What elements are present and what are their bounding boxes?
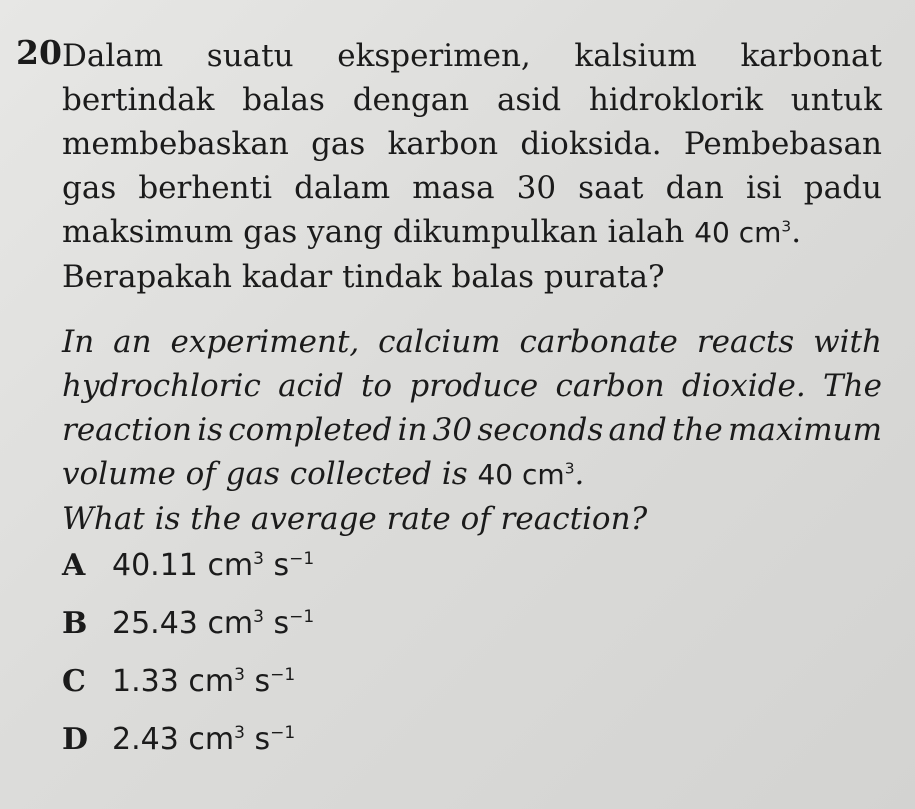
volume-value bbox=[694, 216, 791, 249]
word: Dalam bbox=[62, 38, 164, 74]
malay-question-text bbox=[62, 34, 882, 299]
word: berhenti bbox=[138, 170, 272, 206]
word: maximum bbox=[727, 412, 882, 448]
word: untuk bbox=[790, 82, 882, 118]
option-unit: cm bbox=[188, 722, 235, 757]
volume-exponent: 3 bbox=[564, 459, 575, 478]
word: isi bbox=[745, 170, 782, 206]
volume-exponent: 3 bbox=[781, 217, 792, 236]
word: bertindak bbox=[62, 82, 215, 118]
word: dioksida. bbox=[520, 126, 662, 162]
volume-value bbox=[477, 458, 574, 491]
word: dioxide. bbox=[681, 368, 806, 404]
word: is bbox=[197, 412, 224, 448]
option-c[interactable] bbox=[62, 664, 314, 722]
word: Pembebasan bbox=[683, 126, 882, 162]
option-value bbox=[112, 722, 295, 757]
word: karbonat bbox=[740, 38, 882, 74]
word: 30 bbox=[516, 170, 557, 206]
option-unit-2: s bbox=[254, 664, 271, 699]
word: completed bbox=[228, 412, 393, 448]
malay-line-2 bbox=[62, 78, 882, 122]
word: eksperimen, bbox=[337, 38, 531, 74]
option-exponent: 3 bbox=[253, 549, 264, 569]
english-question-text bbox=[62, 320, 882, 541]
option-exponent-2: −1 bbox=[270, 665, 296, 685]
word: carbon bbox=[555, 368, 665, 404]
option-exponent-2: −1 bbox=[289, 607, 315, 627]
word: hydrochloric bbox=[62, 368, 261, 404]
word: calcium bbox=[378, 324, 501, 360]
volume-unit: cm bbox=[522, 458, 565, 491]
volume-unit: cm bbox=[738, 216, 782, 249]
option-unit-2: s bbox=[273, 548, 290, 583]
english-question-line: What is the average rate of reaction? bbox=[62, 501, 648, 537]
english-line-2 bbox=[62, 364, 882, 408]
word: acid bbox=[278, 368, 344, 404]
word: experiment, bbox=[170, 324, 360, 360]
option-exponent: 3 bbox=[234, 723, 245, 743]
word: gas bbox=[62, 170, 117, 206]
option-letter: C bbox=[62, 664, 86, 699]
word: dengan bbox=[352, 82, 470, 118]
word: saat bbox=[578, 170, 644, 206]
option-number: 40.11 bbox=[112, 548, 198, 583]
word: gas bbox=[311, 126, 366, 162]
word: 30 bbox=[432, 412, 473, 448]
malay-line-3 bbox=[62, 122, 882, 166]
word: dan bbox=[665, 170, 724, 206]
option-d[interactable] bbox=[62, 722, 314, 780]
malay-line-4 bbox=[62, 166, 882, 210]
word: an bbox=[113, 324, 152, 360]
option-letter: B bbox=[62, 606, 88, 641]
option-unit-2: s bbox=[254, 722, 271, 757]
option-exponent: 3 bbox=[234, 665, 245, 685]
word: seconds bbox=[477, 412, 604, 448]
word: the bbox=[671, 412, 723, 448]
malay-line-5-text: maksimum gas yang dikumpulkan ialah bbox=[62, 214, 685, 250]
option-number: 25.43 bbox=[112, 606, 198, 641]
option-number: 1.33 bbox=[112, 664, 179, 699]
word: and bbox=[608, 412, 667, 448]
word: reacts bbox=[696, 324, 795, 360]
option-value bbox=[112, 606, 314, 641]
word: karbon bbox=[387, 126, 499, 162]
volume-number: 40 bbox=[694, 216, 730, 249]
word: with bbox=[813, 324, 882, 360]
word: asid bbox=[496, 82, 562, 118]
english-line-1 bbox=[62, 320, 882, 364]
word: in bbox=[397, 412, 428, 448]
option-letter: D bbox=[62, 722, 89, 757]
option-unit: cm bbox=[207, 548, 254, 583]
option-letter: A bbox=[62, 548, 86, 583]
word: hidroklorik bbox=[588, 82, 763, 118]
period: . bbox=[791, 214, 802, 250]
malay-line-5 bbox=[62, 210, 882, 255]
option-unit-2: s bbox=[273, 606, 290, 641]
word: padu bbox=[803, 170, 882, 206]
option-b[interactable] bbox=[62, 606, 314, 664]
english-line-4-text: volume of gas collected is bbox=[62, 456, 468, 492]
option-a[interactable] bbox=[62, 548, 314, 606]
english-line-4 bbox=[62, 452, 882, 497]
word: to bbox=[360, 368, 393, 404]
option-exponent-2: −1 bbox=[289, 549, 315, 569]
word: suatu bbox=[206, 38, 294, 74]
option-unit: cm bbox=[207, 606, 254, 641]
answer-options bbox=[62, 548, 314, 780]
option-exponent-2: −1 bbox=[270, 723, 296, 743]
option-number: 2.43 bbox=[112, 722, 179, 757]
volume-number: 40 bbox=[477, 458, 514, 491]
word: reaction bbox=[62, 412, 193, 448]
option-unit: cm bbox=[188, 664, 235, 699]
word: dalam bbox=[294, 170, 391, 206]
english-line-3 bbox=[62, 408, 882, 452]
word: carbonate bbox=[519, 324, 678, 360]
malay-question-line: Berapakah kadar tindak balas purata? bbox=[62, 259, 665, 295]
word: In bbox=[62, 324, 95, 360]
period: . bbox=[574, 456, 585, 492]
word: kalsium bbox=[574, 38, 697, 74]
malay-line-1 bbox=[62, 34, 882, 78]
word: masa bbox=[412, 170, 495, 206]
word: The bbox=[823, 368, 882, 404]
word: membebaskan bbox=[62, 126, 289, 162]
word: balas bbox=[242, 82, 325, 118]
option-value bbox=[112, 664, 295, 699]
option-value bbox=[112, 548, 314, 583]
option-exponent: 3 bbox=[253, 607, 264, 627]
question-number: 20 bbox=[16, 33, 62, 72]
word: produce bbox=[409, 368, 539, 404]
